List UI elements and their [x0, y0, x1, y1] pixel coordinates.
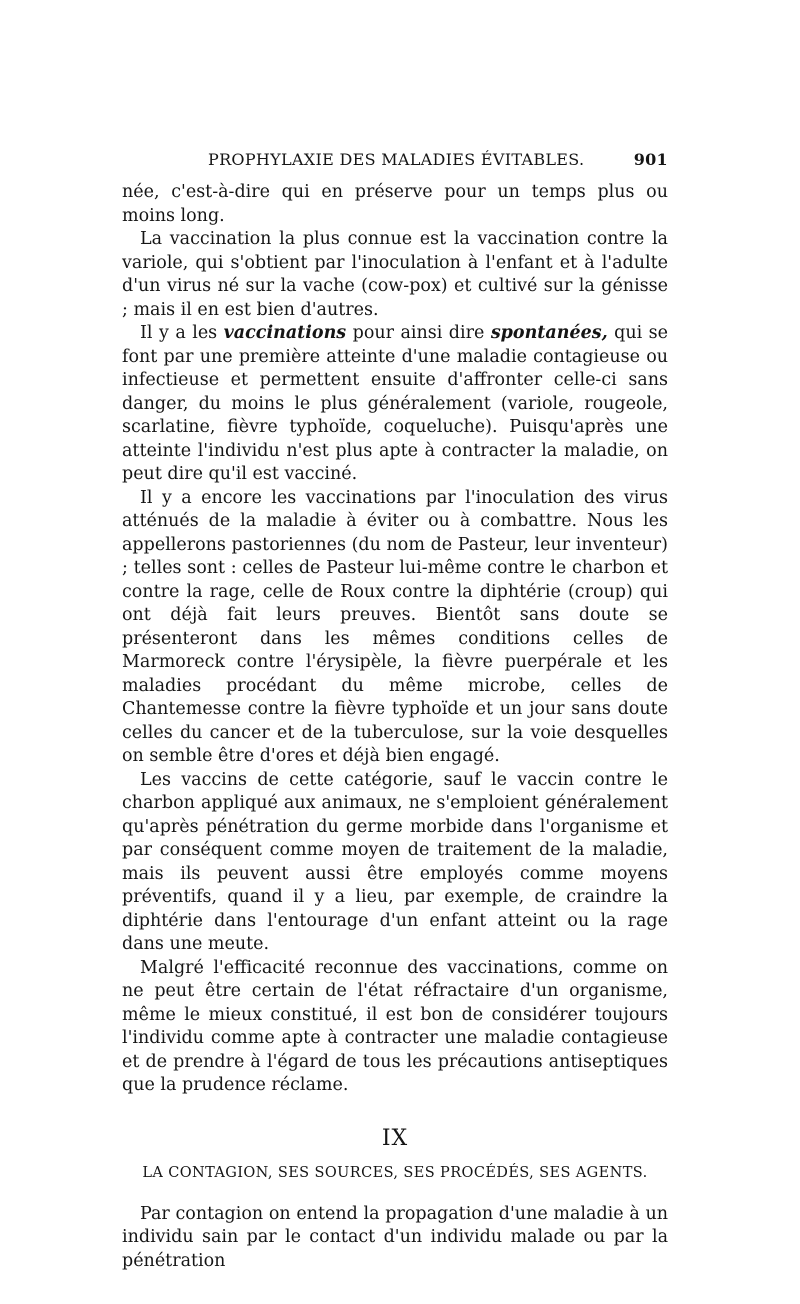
paragraph-vaccine-usage: Les vaccins de cette catégorie, sauf le vaccin contre le charbon appliqué aux animaux, ne s'emploient généralement qu'après pénétration du germe morbide dans l'organisme et par conséquent comme moyen de traitement de la maladie, mais ils peuvent aussi être employés comme moyens préventifs, quand il y a lieu, par exemple, de craindre la diphtérie dans l'entourage d'un enfant atteint ou la rage dans une meute.: [122, 769, 668, 954]
body-text-section-ix: [122, 1203, 668, 1274]
text-run: Il y a les: [140, 323, 224, 343]
section-number: IX: [381, 1125, 409, 1151]
running-title: PROPHYLAXIE DES MALADIES ÉVITABLES.: [208, 150, 585, 169]
body-text: [122, 181, 668, 1098]
italic-term-vaccinations: vaccinations: [223, 323, 347, 343]
section-title: LA CONTAGION, SES SOURCES, SES PROCÉDÉS, SES AGENTS.: [142, 1164, 648, 1181]
text-run: qui se font par une première atteinte d'une maladie contagieuse ou infectieuse et permettent ensuite d'affronter celle-ci sans danger, du moins le plus généralement (variole, rougeole, scarlatine, fièvre typhoïde, coqueluche). Puisqu'après une atteinte l'individu n'est plus apte à contracter la maladie, on peut dire qu'il est vacciné.: [122, 323, 668, 484]
running-head: [122, 150, 668, 169]
paragraph-continuation: née, c'est-à-dire qui en préserve pour un temps plus ou moins long.: [122, 182, 668, 226]
paragraph-smallpox-vaccination: La vaccination la plus connue est la vaccination contre la variole, qui s'obtient par l'inoculation à l'enfant et à l'adulte d'un virus né sur la vache (cow-pox) et cultivé sur la génisse ; mais il en est bien d'autres.: [122, 229, 668, 320]
paragraph-pastorian-vaccinations: Il y a encore les vaccinations par l'inoculation des virus atténués de la maladie à éviter ou à combattre. Nous les appellerons pastoriennes (du nom de Pasteur, leur inventeur) ; telles sont : celles de Pasteur lui-même contre le charbon et contre la rage, celle de Roux contre la diphtérie (croup) qui ont déjà fait leurs preuves. Bientôt sans doute se présenteront dans les mêmes conditions celles de Marmoreck contre l'érysipèle, la fièvre puerpérale et les maladies procédant du même microbe, celles de Chantemesse contre la fièvre typhoïde et un jour sans doute celles du cancer et de la tuberculose, sur la voie desquelles on semble être d'ores et déjà bien engagé.: [122, 487, 668, 766]
page-number: 901: [633, 150, 668, 169]
book-page: [122, 150, 668, 1273]
italic-term-spontanees: spontanées,: [490, 323, 608, 343]
paragraph-precautions: Malgré l'efficacité reconnue des vaccinations, comme on ne peut être certain de l'état réfractaire d'un organisme, même le mieux constitué, il est bon de considérer toujours l'individu comme apte à contracter une maladie contagieuse et de prendre à l'égard de tous les précautions antiseptiques que la prudence réclame.: [122, 957, 668, 1095]
paragraph-spontaneous-vaccinations: [122, 322, 668, 487]
paragraph-contagion-definition: Par contagion on entend la propagation d'une maladie à un individu sain par le contact d'un individu malade ou par la pénétration: [122, 1203, 668, 1271]
text-run: pour ainsi dire: [346, 323, 491, 343]
